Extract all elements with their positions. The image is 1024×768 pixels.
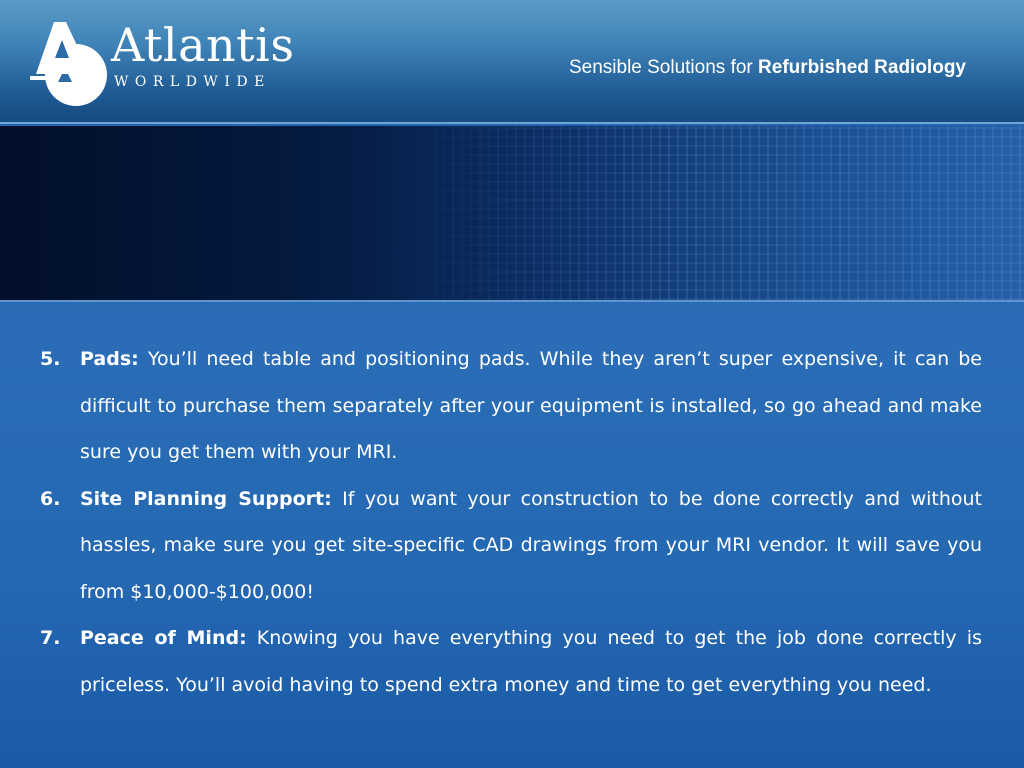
list-item (40, 336, 982, 476)
header (0, 0, 1024, 124)
atlantis-logo-icon (28, 18, 110, 110)
brand-subtitle: WORLDWIDE (114, 74, 271, 90)
list-item (40, 615, 982, 708)
tagline-prefix: Sensible Solutions for (568, 57, 759, 78)
list-item (40, 476, 982, 616)
tagline-bold: Refurbished Radiology (758, 57, 966, 78)
item-text: You’ll need table and positioning pads. While they aren’t super expensive, it can be difficult to purchase them separately after your equipment is installed, so go ahead and make sure you get them with your MRI. (80, 348, 982, 463)
banner-grid-pattern (380, 126, 1024, 300)
item-number: 7. (40, 627, 61, 649)
item-label: Peace of Mind: (80, 627, 247, 649)
banner (0, 126, 1024, 300)
item-label: Site Planning Support: (80, 487, 332, 510)
brand-name: Atlantis (111, 18, 295, 72)
tagline (569, 57, 966, 79)
item-text: If you want your construction to be done correctly and without hassles, make sure you get site-specific CAD drawings from your MRI vendor. It will save you from $10,000-$100,000! (80, 487, 983, 603)
item-label: Pads: (80, 348, 139, 370)
item-text: Knowing you have everything you need to get the job done correctly is priceless. You’ll avoid having to spend extra money and time to get everything you need. (80, 627, 982, 696)
content-list (40, 336, 982, 708)
item-number: 6. (40, 487, 61, 510)
divider (0, 300, 1024, 302)
logo (28, 18, 318, 113)
item-number: 5. (40, 348, 61, 370)
